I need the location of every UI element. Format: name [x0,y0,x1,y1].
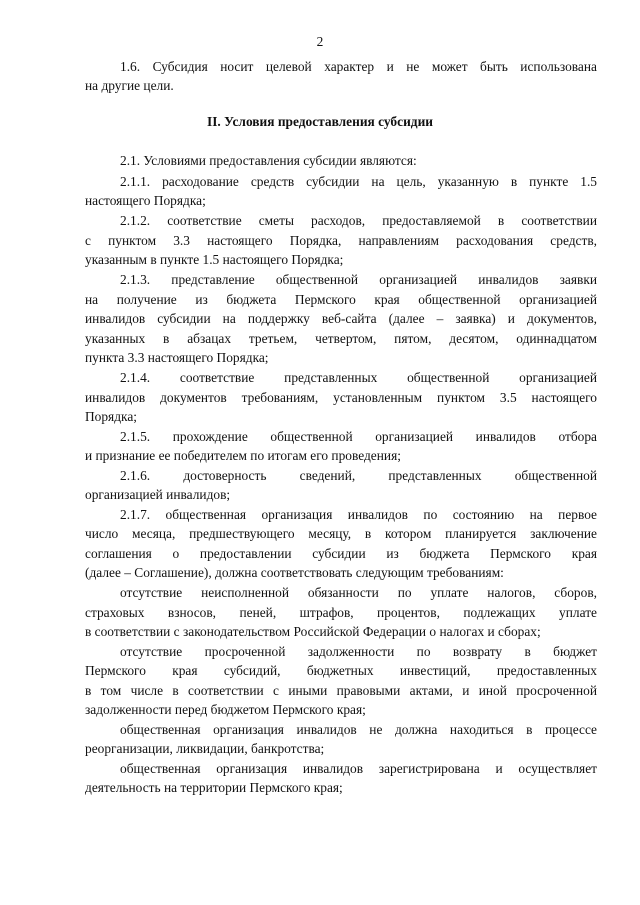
text-line: 2.1.1. расходование средств субсидии на цель, указанную в пункте 1.5 [120,174,597,189]
text-line: на получение из бюджета Пермского края общественной организацией [85,292,597,307]
text-line: Пермского края субсидий, бюджетных инвестиций, предоставленных [85,663,597,678]
text-line: 2.1.6. достоверность сведений, представленных общественной [120,468,597,483]
text-line: число месяца, предшествующего месяцу, в котором планируется заключение [85,526,597,541]
text-line: (далее – Соглашение), должна соответствовать следующим требованиям: [85,565,504,580]
page-number: 2 [316,34,324,49]
text-line: указанных в абзацах третьем, четвертом, пятом, десятом, одиннадцатом [85,331,597,346]
text-line: общественная организация инвалидов зарегистрирована и осуществляет [120,761,597,776]
text-line: 2.1. Условиями предоставления субсидии являются: [120,153,417,168]
text-line: 2.1.7. общественная организация инвалидов по состоянию на первое [120,507,597,522]
text-line: задолженности перед бюджетом Пермского края; [85,702,366,717]
text-line: и признание ее победителем по итогам его проведения; [85,448,401,463]
text-line: 2.1.2. соответствие сметы расходов, предоставляемой в соответствии [120,213,597,228]
text-line: с пунктом 3.3 настоящего Порядка, направлениям расходования средств, [85,233,597,248]
text-line: настоящего Порядка; [85,193,206,208]
text-line: отсутствие просроченной задолженности по возврату в бюджет [120,644,597,659]
text-line: реорганизации, ликвидации, банкротства; [85,741,325,756]
text-line: инвалидов субсидии на поддержку веб-сайта (далее – заявка) и документов, [85,311,597,326]
text-line: в том числе в соответствии с иными правовыми актами, и иной просроченной [85,683,597,698]
text-line: деятельность на территории Пермского края; [85,780,343,795]
text-line: в соответствии с законодательством Российской Федерации о налогах и сборах; [85,624,541,639]
text-line: Порядка; [85,409,137,424]
text-line: страховых взносов, пеней, штрафов, процентов, подлежащих уплате [85,605,597,620]
text-line: отсутствие неисполненной обязанности по уплате налогов, сборов, [120,585,597,600]
text-line: инвалидов документов требованиям, установленным пунктом 3.5 настоящего [85,390,597,405]
section-heading: II. Условия предоставления субсидии [206,114,433,129]
text-line: организацией инвалидов; [85,487,231,502]
text-line: 2.1.3. представление общественной организацией инвалидов заявки [120,272,597,287]
text-line: 2.1.4. соответствие представленных общественной организацией [120,370,597,385]
text-line: соглашения о предоставлении субсидии из бюджета Пермского края [85,546,597,561]
text-line: общественная организация инвалидов не должна находиться в процессе [120,722,597,737]
text-line: пункта 3.3 настоящего Порядка; [85,350,269,365]
text-line: указанным в пункте 1.5 настоящего Порядка; [85,252,344,267]
text-line: 1.6. Субсидия носит целевой характер и не может быть использована [120,59,597,74]
text-line: на другие цели. [85,78,174,93]
text-line: 2.1.5. прохождение общественной организацией инвалидов отбора [120,429,597,444]
